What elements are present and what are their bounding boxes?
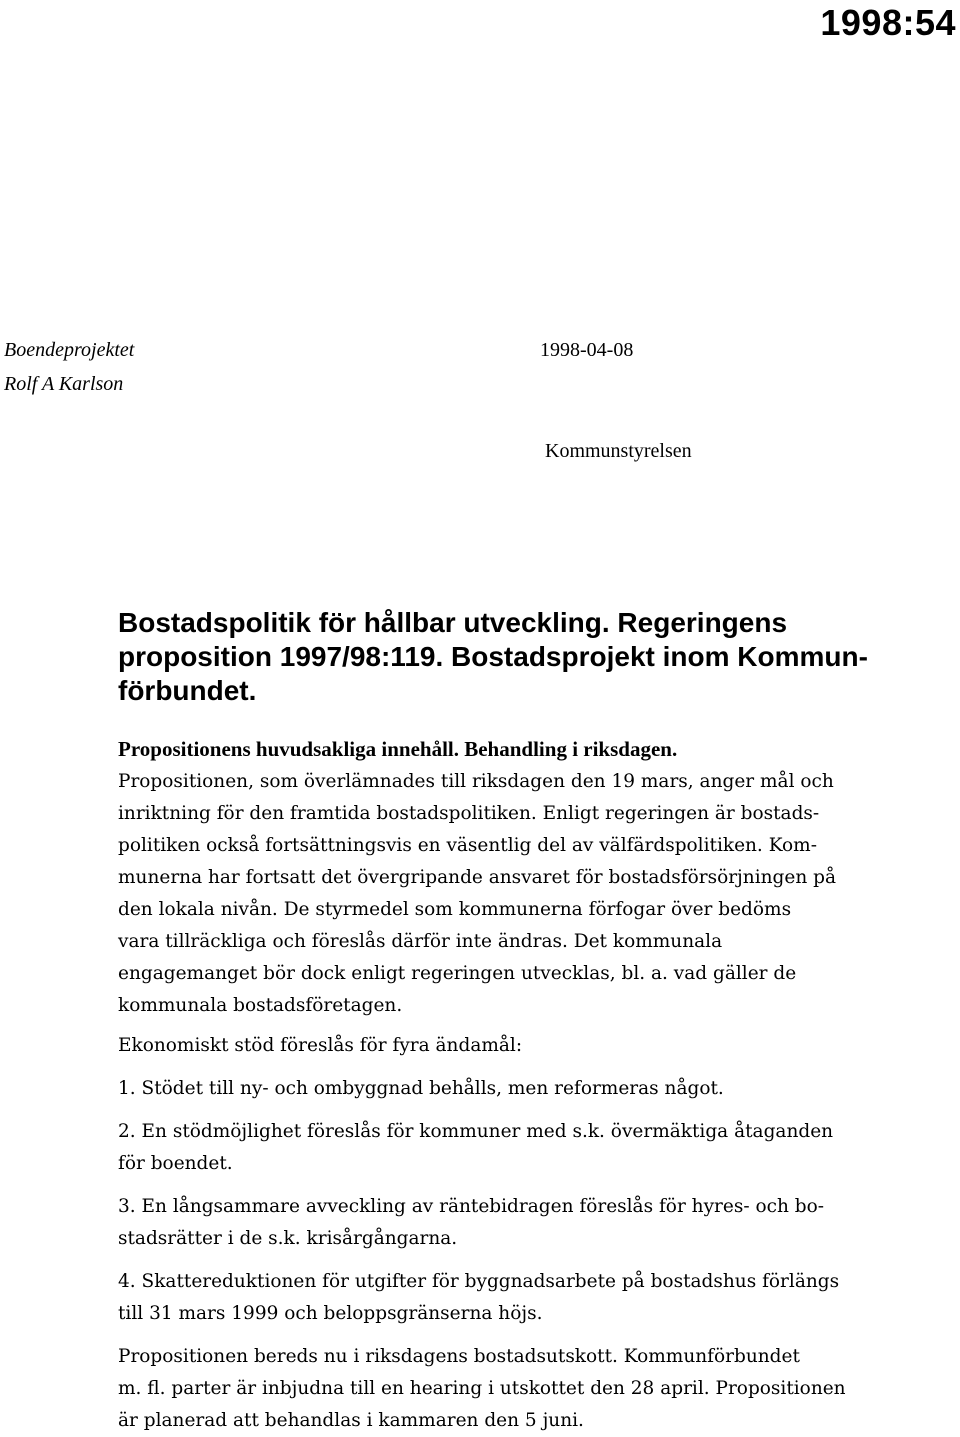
section-heading: Propositionens huvudsakliga innehåll. Behandling i riksdagen. bbox=[118, 737, 678, 761]
paragraph-line: Propositionen bereds nu i riksdagens bostadsutskott. Kommunförbundet bbox=[118, 1346, 800, 1367]
document-title bbox=[118, 606, 918, 708]
list-item-line: 2. En stödmöjlighet föreslås för kommuner med s.k. övermäktiga åtaganden bbox=[118, 1121, 834, 1142]
sender-author: Rolf A Karlson bbox=[4, 373, 124, 395]
paragraph-line: är planerad att behandlas i kammaren den 5 juni. bbox=[118, 1410, 584, 1431]
paragraph-line: munerna har fortsatt det övergripande ansvaret för bostadsförsörjningen på bbox=[118, 867, 836, 888]
paragraph-line: vara tillräckliga och föreslås därför inte ändras. Det kommunala bbox=[118, 931, 723, 952]
list-item bbox=[118, 1116, 918, 1180]
list-item bbox=[118, 1266, 918, 1330]
sender-project: Boendeprojektet bbox=[4, 339, 135, 361]
document-number: 1998:54 bbox=[820, 2, 956, 43]
list-item bbox=[118, 1073, 918, 1105]
paragraph-line: den lokala nivån. De styrmedel som kommunerna förfogar över bedöms bbox=[118, 899, 792, 920]
paragraph-line: kommunala bostadsföretagen. bbox=[118, 995, 403, 1016]
intro-paragraph bbox=[118, 766, 918, 1022]
document-body bbox=[118, 734, 918, 1437]
title-line: proposition 1997/98:119. Bostadsprojekt inom Kommun- bbox=[118, 641, 868, 672]
list-item bbox=[118, 1191, 918, 1255]
list-item-line: 4. Skattereduktionen för utgifter för byggnadsarbete på bostadshus förlängs bbox=[118, 1271, 840, 1292]
paragraph-line: Propositionen, som överlämnades till riksdagen den 19 mars, anger mål och bbox=[118, 771, 834, 792]
list-item-line: stadsrätter i de s.k. krisårgångarna. bbox=[118, 1228, 458, 1249]
paragraph-line: engagemanget bör dock enligt regeringen utvecklas, bl. a. vad gäller de bbox=[118, 963, 797, 984]
title-line: Bostadspolitik för hållbar utveckling. Regeringens bbox=[118, 607, 788, 638]
closing-paragraph bbox=[118, 1341, 918, 1437]
support-intro: Ekonomiskt stöd föreslås för fyra ändamål: bbox=[118, 1035, 523, 1056]
list-item-line: för boendet. bbox=[118, 1153, 233, 1174]
sender-block bbox=[4, 333, 134, 401]
paragraph-line: inriktning för den framtida bostadspolitiken. Enligt regeringen är bostads- bbox=[118, 803, 820, 824]
document-date: 1998-04-08 bbox=[540, 339, 634, 361]
title-line: förbundet. bbox=[118, 675, 257, 706]
recipient: Kommunstyrelsen bbox=[545, 440, 692, 462]
list-item-line: till 31 mars 1999 och beloppsgränserna höjs. bbox=[118, 1303, 543, 1324]
list-item-line: 3. En långsammare avveckling av räntebidragen föreslås för hyres- och bo- bbox=[118, 1196, 824, 1217]
list-item-line: 1. Stödet till ny- och ombyggnad behålls, men reformeras något. bbox=[118, 1078, 724, 1099]
paragraph-line: politiken också fortsättningsvis en väsentlig del av välfärdspolitiken. Kom- bbox=[118, 835, 817, 856]
paragraph-line: m. fl. parter är inbjudna till en hearing i utskottet den 28 april. Propositionen bbox=[118, 1378, 846, 1399]
